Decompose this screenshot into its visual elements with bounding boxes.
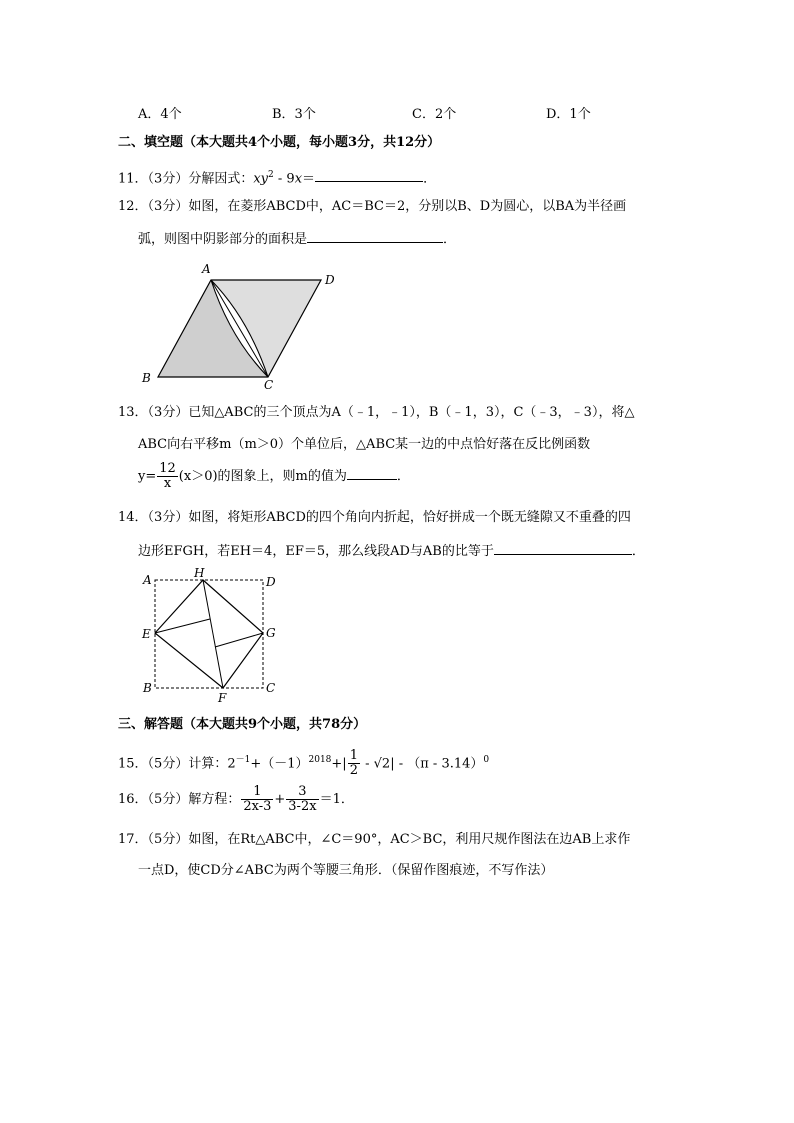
q11-exp: 2: [268, 170, 274, 180]
q14-answer-blank[interactable]: [494, 540, 632, 555]
q15-abs-open: +|: [331, 756, 347, 772]
q13-line1: 13．（3分）已知△ABC的三个顶点为A（﹣1，﹣1），B（﹣1，3），C（﹣3，﹣3），将△: [118, 405, 635, 420]
q13-y-eq: y=: [138, 469, 157, 484]
q13-text: 的图象上，则m的值为: [217, 469, 347, 484]
q14-rectangle-figure: [138, 565, 283, 705]
q12-label-c: C: [264, 378, 274, 392]
q16-f1-num: 1: [241, 785, 273, 800]
q14-label-c: C: [266, 681, 276, 695]
q15-exp2: 2018: [308, 755, 332, 765]
q14-label-d: D: [266, 575, 276, 589]
q14-rectangle-abcd: [155, 580, 263, 688]
q14-label-h: H: [194, 566, 205, 580]
q13-fraction: [157, 462, 178, 491]
q15: [118, 745, 489, 779]
q15-frac-den: 2: [349, 763, 358, 779]
q15-part3: - （π - 3.14）: [394, 756, 484, 772]
q11-answer-blank[interactable]: [315, 167, 423, 182]
q15-minus: -: [360, 756, 374, 772]
q15-sqrt: √2: [373, 756, 391, 772]
q13-cond: (x＞0): [178, 469, 218, 484]
q11-rest: - 9: [273, 171, 295, 187]
q15-fraction: [348, 749, 360, 778]
q11-eq: ＝: [302, 171, 316, 187]
q14-label-b: B: [143, 681, 152, 695]
q11-text: 分解因式：: [188, 171, 254, 187]
q11-score: （3分）: [147, 171, 189, 187]
q16-f1-den: 2x-3: [243, 799, 272, 814]
q15-exp3: 0: [483, 755, 490, 765]
q13-frac-den: x: [163, 476, 172, 491]
q11-num: 11．: [118, 171, 148, 187]
q12-line2: [138, 228, 456, 250]
q14-fold-e: [155, 619, 210, 633]
q17-line1: 17．（5分）如图，在Rt△ABC中，∠C＝90°，AC＞BC，利用尺规作图法在边AB上求作: [118, 832, 631, 847]
q15-frac-num: 1: [349, 748, 358, 764]
q14-text: 边形EFGH，若EH＝4，EF＝5，那么线段AD与AB的比等于: [138, 544, 494, 559]
q11-var1: xy: [253, 171, 269, 187]
q12-end: ．: [443, 232, 457, 247]
q11-end: ．: [423, 171, 437, 187]
q15-exp1: －1: [235, 755, 251, 765]
section2-title: 二、填空题（本大题共4个小题，每小题3分，共12分）: [118, 135, 441, 150]
q16-f2-den: 3-2x: [288, 799, 317, 814]
q14-line1: 14．（3分）如图，将矩形ABCD的四个角向内折起，恰好拼成一个既无缝隙又不重叠的四: [118, 510, 631, 525]
q12-answer-blank[interactable]: [307, 228, 443, 243]
q11-var2: x: [294, 171, 303, 187]
q16-fraction-1: [241, 785, 273, 814]
q13-frac-num: 12: [159, 461, 176, 476]
q14-label-e: E: [142, 627, 151, 641]
q13-answer-blank[interactable]: [347, 465, 397, 480]
option-c: C．2个: [412, 107, 457, 122]
q14-label-g: G: [266, 626, 276, 640]
q15-part2: +（－1）: [250, 756, 309, 772]
q13-line3: [138, 462, 410, 492]
q12-label-a: A: [202, 262, 211, 276]
q16-rest: ＝1．: [319, 792, 354, 807]
q12-rhombus-figure: [138, 258, 348, 393]
q14-line-hf: [203, 580, 223, 688]
q12-label-d: D: [325, 273, 335, 287]
q13-end: ．: [396, 469, 410, 484]
option-a: A．4个: [138, 107, 182, 122]
q14-fold-g: [215, 633, 263, 647]
q16: [118, 785, 354, 815]
q16-plus: +: [274, 792, 286, 807]
q16-f2-num: 3: [286, 785, 318, 800]
option-d: D．1个: [546, 107, 591, 122]
q11: [118, 165, 436, 189]
section3-title: 三、解答题（本大题共9个小题，共78分）: [118, 717, 367, 732]
q16-prefix: 16．（5分）解方程：: [118, 792, 241, 807]
q14-label-a: A: [143, 573, 152, 587]
q16-fraction-2: [286, 785, 318, 814]
q17-line2: 一点D，使CD分∠ABC为两个等腰三角形．（保留作图痕迹，不写作法）: [138, 863, 554, 878]
q12-label-b: B: [142, 371, 151, 385]
option-b: B．3个: [272, 107, 316, 122]
q14-line2: [138, 540, 645, 562]
q14-end: ．: [631, 544, 645, 559]
q12-text: 弧，则图中阴影部分的面积是: [138, 232, 308, 247]
q15-prefix: 15．（5分）计算：2: [118, 756, 236, 772]
q12-line1: 12．（3分）如图，在菱形ABCD中，AC＝BC＝2，分别以B、D为圆心，以BA为半径画: [118, 199, 627, 214]
q14-quad-efgh: [155, 580, 263, 688]
q13-line2: ABC向右平移m（m＞0）个单位后，△ABC某一边的中点恰好落在反比例函数: [138, 437, 591, 452]
q14-label-f: F: [218, 691, 227, 705]
q15-abs-close: |: [390, 756, 395, 772]
